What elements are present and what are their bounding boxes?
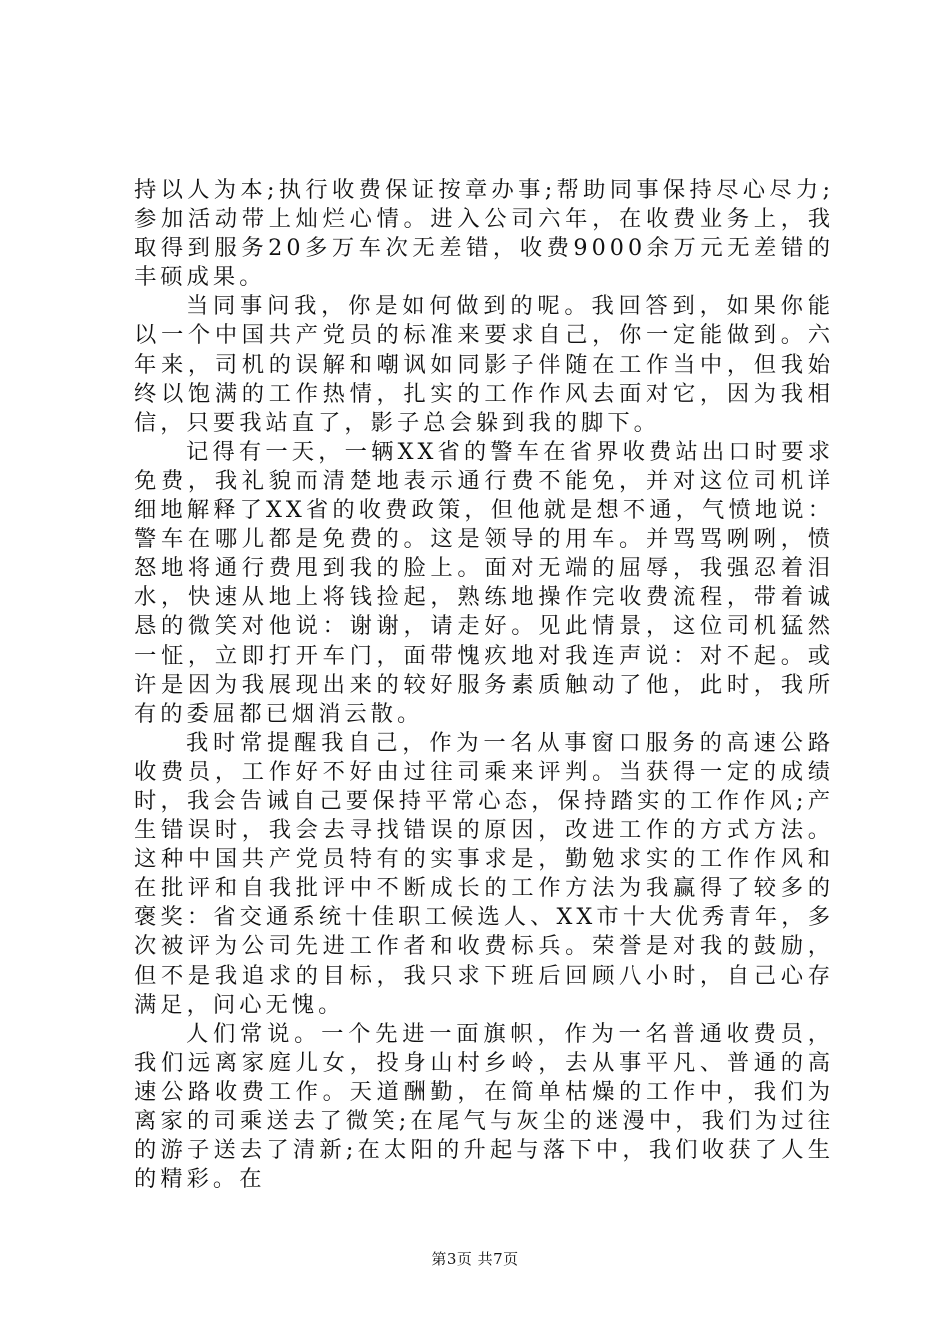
paragraph-3: 记得有一天，一辆XX省的警车在省界收费站出口时要求免费，我礼貌而清楚地表示通行费不能免，并对这位司机详细地解释了XX省的收费政策，但他就是想不通，气愤地说：警车在哪儿都是免费的。这是领导的用车。并骂骂咧咧，愤怒地将通行费甩到我的脸上。面对无端的屈辱，我强忍着泪水，快速从地上将钱捡起，熟练地操作完收费流程，带着诚恳的微笑对他说：谢谢，请走好。见此情景，这位司机猛然一怔，立即打开车门，面带愧疚地对我连声说：对不起。或许是因为我展现出来的较好服务素质触动了他，此时，我所有的委屈都已烟消云散。 [134,438,834,727]
paragraph-5: 人们常说。一个先进一面旗帜，作为一名普通收费员，我们远离家庭儿女，投身山村乡岭，去从事平凡、普通的高速公路收费工作。天道酬勤，在简单枯燥的工作中，我们为离家的司乘送去了微笑;在尾气与灰尘的迷漫中，我们为过往的游子送去了清新;在太阳的升起与落下中，我们收获了人生的精彩。在 [134,1020,834,1193]
paragraph-4: 我时常提醒我自己，作为一名从事窗口服务的高速公路收费员，工作好不好由过往司乘来评判。当获得一定的成绩时，我会告诫自己要保持平常心态，保持踏实的工作作风;产生错误时，我会去寻找错误的原因，改进工作的方式方法。这种中国共产党员特有的实事求是，勤勉求实的工作作风和在批评和自我批评中不断成长的工作方法为我赢得了较多的褒奖：省交通系统十佳职工候选人、XX市十大优秀青年，多次被评为公司先进工作者和收费标兵。荣誉是对我的鼓励，但不是我追求的目标，我只求下班后回顾八小时，自己心存满足，问心无愧。 [134,729,834,1018]
document-body [134,176,834,1194]
paragraph-1: 持以人为本;执行收费保证按章办事;帮助同事保持尽心尽力;参加活动带上灿烂心情。进入公司六年，在收费业务上，我取得到服务20多万车次无差错，收费9000余万元无差错的丰硕成果。 [134,177,834,291]
page-footer: 第3页 共7页 [431,1250,519,1268]
paragraph-2: 当同事问我，你是如何做到的呢。我回答到，如果你能以一个中国共产党员的标准来要求自己，你一定能做到。六年来，司机的误解和嘲讽如同影子伴随在工作当中，但我始终以饱满的工作热情，扎实的工作作风去面对它，因为我相信，只要我站直了，影子总会躲到我的脚下。 [134,293,834,436]
